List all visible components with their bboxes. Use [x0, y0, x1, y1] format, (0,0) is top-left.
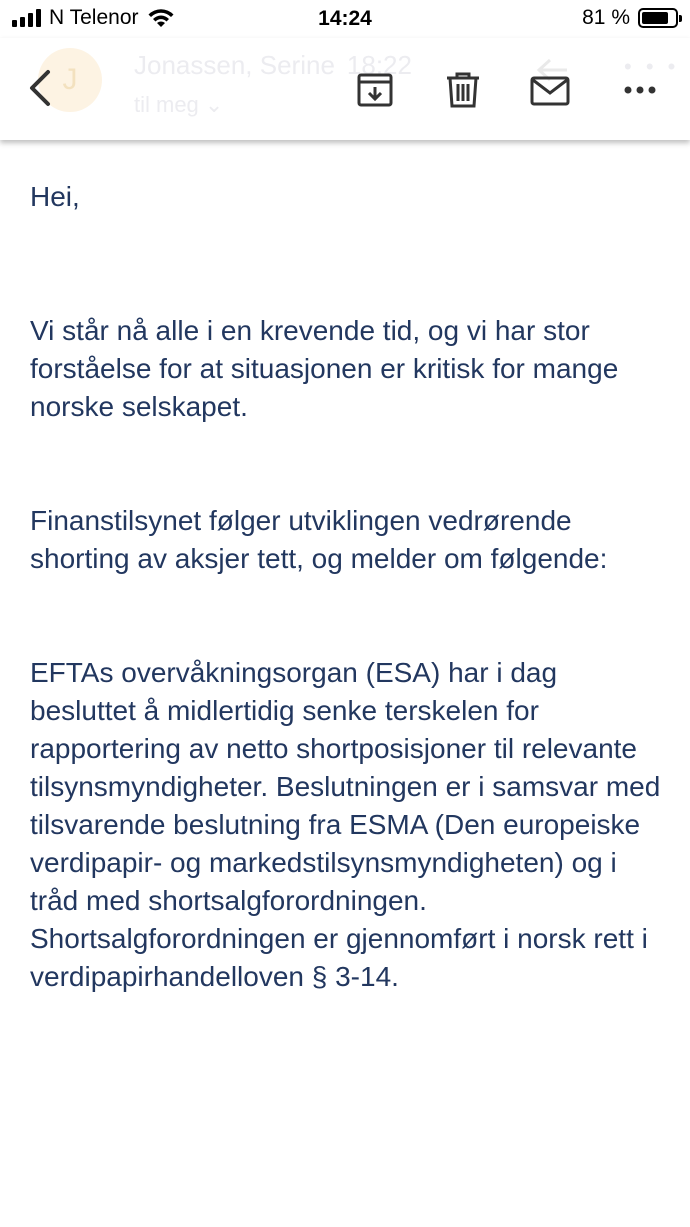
email-paragraph: Vi står nå alle i en krevende tid, og vi har stor forståelse for at situasjonen er kritisk for mange norske selskapet. [30, 315, 619, 422]
sender-name: Jonassen, Serine [134, 50, 335, 80]
email-paragraph: EFTAs overvåkningsorgan (ESA) har i dag besluttet å midlertidig senke terskelen for rapportering av netto shortposisjoner til relevante tilsynsmyndigheter. Beslutningen er i samsvar med tilsvarende beslutning fra ESMA (Den europeiske verdipapir- og markedstilsynsmyndigheten) og i tråd med shortsalgforordningen. Shortsalgforordningen er gjennomført i norsk rett i verdipapirhandelloven § 3-14. [30, 657, 661, 992]
faint-more-icon: • • • [624, 54, 680, 79]
battery-percent: 81 % [582, 6, 630, 29]
email-greeting: Hei, [30, 181, 80, 212]
email-toolbar [0, 38, 690, 140]
more-button[interactable] [620, 70, 660, 110]
mail-icon [530, 70, 570, 110]
trash-icon [443, 70, 483, 110]
status-bar [0, 0, 690, 38]
email-paragraph: Finanstilsynet følger utviklingen vedrørende shorting av aksjer tett, og melder om følgende: [30, 505, 608, 574]
battery-icon [638, 8, 678, 28]
clock: 14:24 [318, 7, 372, 30]
email-body [30, 178, 670, 1072]
archive-button[interactable] [355, 70, 395, 110]
sent-time: 18:22 [346, 50, 412, 80]
delete-button[interactable] [443, 70, 483, 110]
carrier-name: N Telenor [49, 6, 139, 29]
more-icon [620, 70, 660, 110]
recipient-label[interactable]: til meg ⌄ [134, 92, 224, 117]
avatar: J [38, 48, 102, 112]
archive-icon [355, 70, 395, 110]
back-icon[interactable] [24, 68, 58, 108]
mark-unread-button[interactable] [530, 70, 570, 110]
